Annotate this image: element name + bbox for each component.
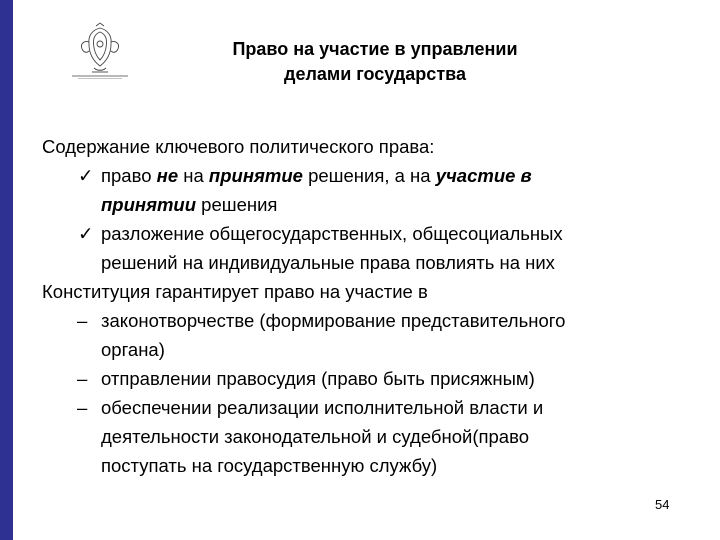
title-line-2: делами государства <box>284 64 466 84</box>
emphasis-text: не <box>156 165 179 186</box>
dash-bullet-icon: – <box>77 397 88 418</box>
list-item-continuation: органа) <box>101 339 165 360</box>
slide-title <box>150 37 600 87</box>
list-item <box>42 364 692 393</box>
checkmark-icon: ✓ <box>78 165 94 186</box>
list-item-text: разложение общегосударственных, общесоциальных <box>101 223 563 244</box>
list-item-text: обеспечении реализации исполнительной власти и <box>101 397 544 418</box>
text-fragment: решения, а на <box>302 165 436 186</box>
text-fragment: на <box>178 165 209 186</box>
list-item <box>42 306 692 335</box>
list-item-continuation: поступать на государственную службу) <box>101 455 438 476</box>
section-1-heading: Содержание ключевого политического права: <box>42 136 435 157</box>
emphasis-text: принятии <box>101 194 197 215</box>
list-item-text: отправлении правосудия (право быть присяжным) <box>101 368 535 389</box>
list-item <box>42 219 692 248</box>
left-accent-bar <box>0 0 13 540</box>
list-item <box>42 393 692 422</box>
section-2-heading: Конституция гарантирует право на участие в <box>42 281 428 302</box>
title-line-1: Право на участие в управлении <box>232 39 518 59</box>
dash-bullet-icon: – <box>77 368 88 389</box>
page-number: 54 <box>655 497 670 512</box>
text-fragment: решения <box>196 194 278 215</box>
list-item-text: законотворчестве (формирование представительного <box>101 310 566 331</box>
list-item-continuation: решений на индивидуальные права повлиять на них <box>101 252 555 273</box>
list-item-continuation <box>42 190 692 219</box>
dash-bullet-icon: – <box>77 310 88 331</box>
list-item-continuation: деятельности законодательной и судебной(право <box>101 426 530 447</box>
slide-body <box>42 132 692 480</box>
coat-of-arms-emblem-icon <box>70 22 130 80</box>
list-item <box>42 161 692 190</box>
emphasis-text: принятие <box>208 165 303 186</box>
text-fragment: право <box>101 165 157 186</box>
checkmark-icon: ✓ <box>78 223 94 244</box>
emphasis-text: участие в <box>435 165 532 186</box>
